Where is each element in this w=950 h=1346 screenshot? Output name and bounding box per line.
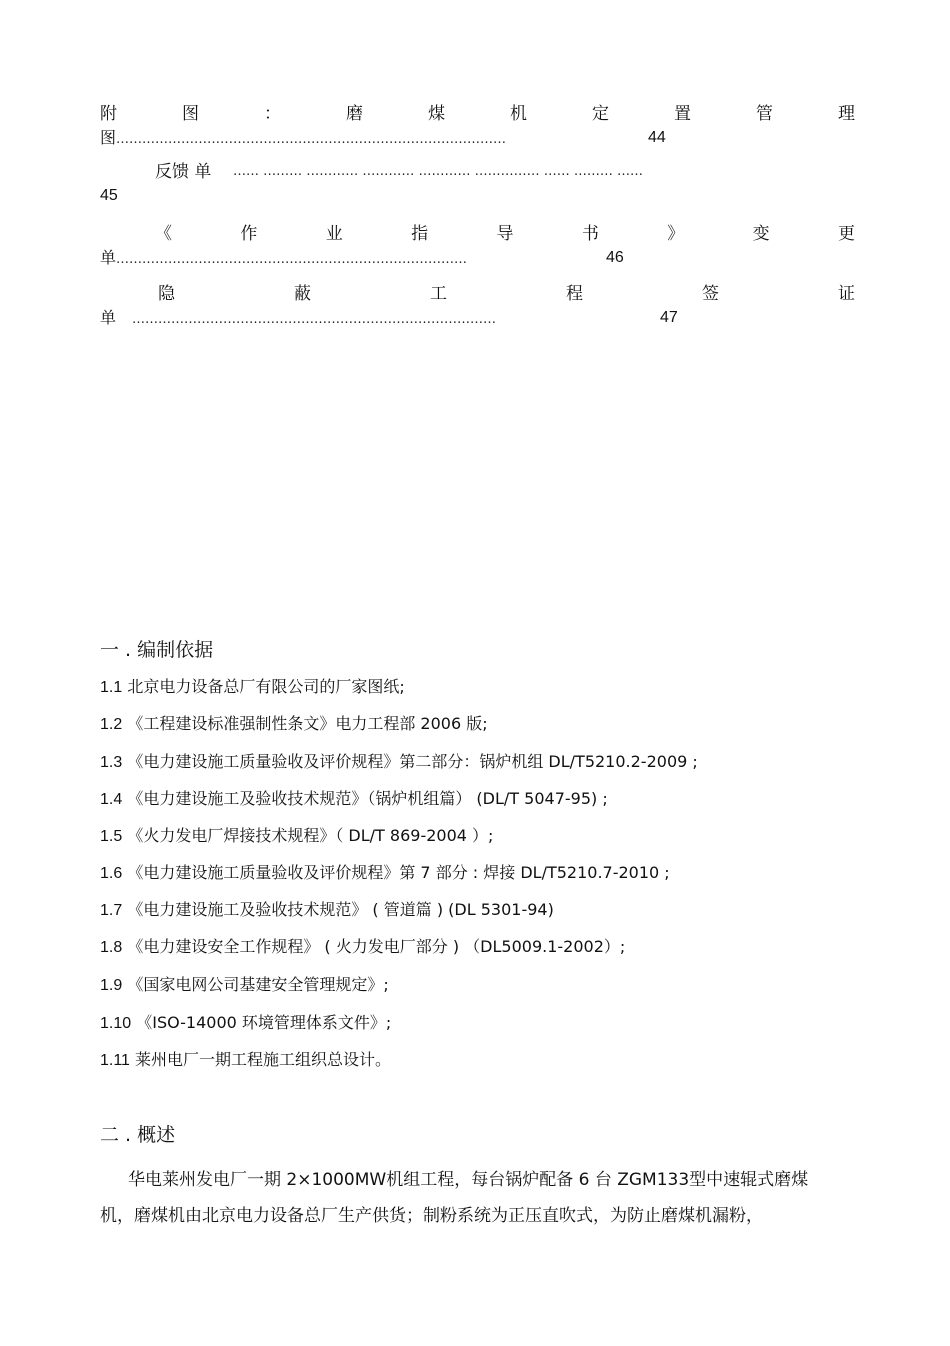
list-item: 1.2 《工程建设标准强制性条文》电力工程部 2006 版; xyxy=(100,714,488,733)
toc-label-spread xyxy=(155,222,855,246)
toc-entry-hidden-line2 xyxy=(100,306,855,330)
list-item: 1.8 《电力建设安全工作规程》 ( 火力发电厂部分 ) （DL5009.1-2002）; xyxy=(100,937,626,956)
toc-char: 工 xyxy=(430,284,447,304)
section-heading: 一 . 编制依据 xyxy=(100,639,214,661)
toc-label: 反馈 单 xyxy=(155,162,212,182)
toc-char: 变 xyxy=(752,224,770,244)
list-item: 1.9 《国家电网公司基建安全管理规定》; xyxy=(100,975,389,994)
list-item: 1.7 《电力建设施工及验收技术规范》 ( 管道篇 ) (DL 5301-94) xyxy=(100,900,554,919)
toc-label-tail: 图 xyxy=(100,128,117,147)
list-item: 1.3 《电力建设施工质量验收及评价规程》第二部分：锅炉机组 DL/T5210.2-2009 ; xyxy=(100,752,698,771)
toc-char: 管 xyxy=(756,104,773,124)
list-item: 1.5 《火力发电厂焊接技术规程》（ DL/T 869-2004 ）; xyxy=(100,826,494,845)
toc-char: 图 xyxy=(182,104,199,124)
toc-char: 指 xyxy=(411,224,429,244)
body-paragraph xyxy=(100,1162,860,1234)
toc-char: 作 xyxy=(240,224,258,244)
toc-char: 签 xyxy=(702,284,719,304)
toc-char: 证 xyxy=(838,284,855,304)
toc-char: 磨 xyxy=(346,104,363,124)
list-item: 1.6 《电力建设施工质量验收及评价规程》第 7 部分 : 焊接 DL/T5210.7-2010 ; xyxy=(100,863,670,882)
toc-char: 导 xyxy=(496,224,514,244)
toc-leader-dots: ………………………………………………………………………… xyxy=(132,312,497,327)
toc-entry-feedback[interactable] xyxy=(100,160,855,208)
toc-label-tail: 单 xyxy=(100,248,117,267)
toc-entry-change[interactable] xyxy=(155,222,855,246)
toc-char: 置 xyxy=(674,104,691,124)
toc-char: 附 xyxy=(100,104,117,124)
toc-char: 《 xyxy=(155,224,172,244)
toc-label-tail: 单 xyxy=(100,308,117,327)
section-heading: 二 . 概述 xyxy=(100,1124,176,1146)
toc-char: 更 xyxy=(838,224,855,244)
toc-char: 》 xyxy=(667,224,685,244)
toc-leader-dots: ……………………………………………………………………… xyxy=(116,252,468,267)
paragraph-line: 华电莱州发电厂一期 2×1000MW机组工程，每台锅炉配备 6 台 ZGM133型中速辊式磨煤 xyxy=(128,1170,809,1190)
toc-leader-dots: …… ……… ………… ………… ………… …………… …… ……… …… xyxy=(233,164,644,179)
toc-char: 理 xyxy=(838,104,855,124)
paragraph-line: 机，磨煤机由北京电力设备总厂生产供货；制粉系统为正压直吹式，为防止磨煤机漏粉， xyxy=(100,1206,763,1226)
list-item: 1.1 北京电力设备总厂有限公司的厂家图纸; xyxy=(100,677,405,696)
toc-char: 定 xyxy=(592,104,609,124)
toc-char: 机 xyxy=(510,104,527,124)
toc-page-number: 45 xyxy=(100,187,118,204)
toc-page-number: 47 xyxy=(660,309,678,326)
toc-entry-hidden[interactable] xyxy=(158,282,855,306)
toc-char: 程 xyxy=(566,284,583,304)
toc-leader-dots: ……………………………………………………………………………… xyxy=(116,132,507,147)
list-item: 1.11 莱州电厂一期工程施工组织总设计。 xyxy=(100,1050,392,1069)
toc-char: 书 xyxy=(581,224,599,244)
toc-entry-change-line2 xyxy=(100,246,855,270)
toc-char: 蔽 xyxy=(294,284,311,304)
toc-entry-fig[interactable] xyxy=(100,102,855,150)
toc-char: ： xyxy=(264,104,281,124)
toc-label-spread xyxy=(158,282,855,306)
toc-page-number: 44 xyxy=(648,129,666,146)
toc-char: 业 xyxy=(325,224,343,244)
toc-char: 煤 xyxy=(428,104,445,124)
toc-label-spread xyxy=(100,102,855,126)
toc-char: 隐 xyxy=(158,284,175,304)
list-item: 1.10 《ISO-14000 环境管理体系文件》; xyxy=(100,1013,392,1032)
list-item: 1.4 《电力建设施工及验收技术规范》（锅炉机组篇） (DL/T 5047-95) ; xyxy=(100,789,608,808)
toc-page-number: 46 xyxy=(606,249,624,266)
